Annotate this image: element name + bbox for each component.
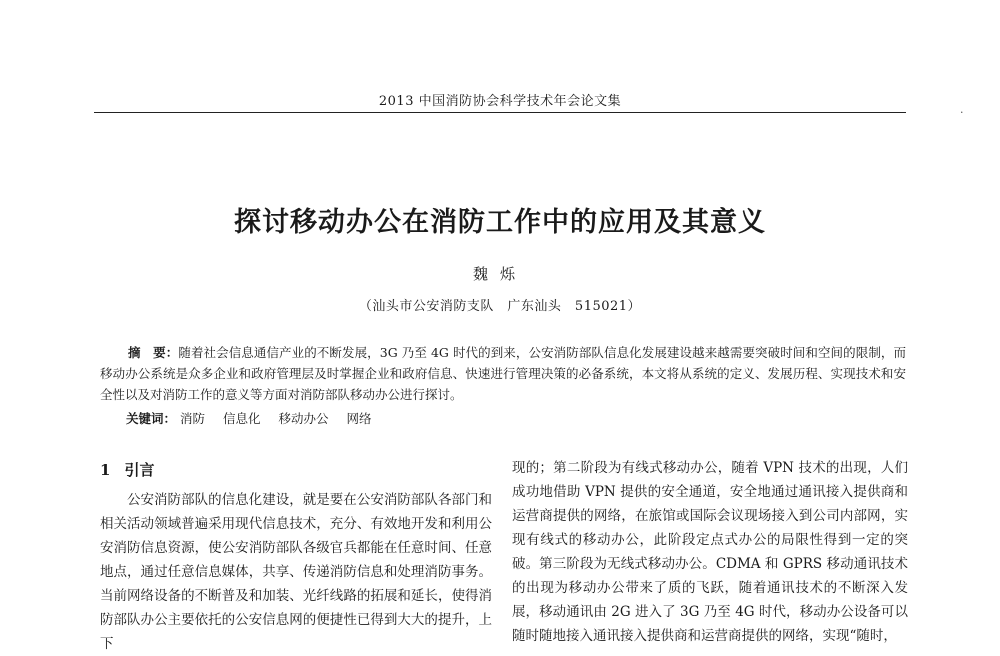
keyword: 网络 <box>346 411 372 426</box>
abstract <box>100 342 906 405</box>
keywords-label: 关键词： <box>126 411 177 426</box>
running-header: 2013 中国消防协会科学技术年会论文集 <box>378 94 622 109</box>
keyword: 移动办公 <box>278 411 329 426</box>
abstract-label: 摘 要： <box>128 345 179 360</box>
margin-mark: · <box>960 106 964 119</box>
header-rule <box>94 112 906 113</box>
author-name: 魏烁 <box>472 265 527 283</box>
continued-paragraph: 现的；第二阶段为有线式移动办公，随着 VPN 技术的出现，人们成功地借助 VPN 提供的安全通道，安全地通过通讯接入提供商和运营商提供的网络，在旅馆或国际会议现场接入到公司内部网，实现有线式的移动办公，此阶段定点式办公的局限性得到一定的突破。第三阶段为无线式移动办公。CDMA 和 GPRS 移动通讯技术的出现为移动办公带来了质的飞跃，随着通讯技术的不断深入发展，移动通讯由 2G 进入了 3G 乃至 4G 时代，移动办公设备可以随时随地接入通讯接入提供商和运营商提供的网络，实现“随时， <box>512 460 908 644</box>
keyword: 信息化 <box>223 411 261 426</box>
keyword: 消防 <box>180 411 206 426</box>
body-column-left <box>100 456 492 656</box>
author-affiliation: （汕头市公安消防支队 广东汕头 515021） <box>358 299 642 314</box>
body-column-right <box>512 456 908 648</box>
section-heading <box>100 456 492 488</box>
intro-paragraph: 公安消防部队的信息化建设，就是要在公安消防部队各部门和相关活动领域普遍采用现代信息技术，充分、有效地开发和利用公安消防信息资源，使公安消防部队各级官兵都能在任意时间、任意地点，通过任意信息媒体，共享、传递消防信息和处理消防事务。当前网络设备的不断普及和加装、光纤线路的拓展和延长，使得消防部队办公主要依托的公安信息网的便捷性已得到大大的提升，上下 <box>100 492 492 652</box>
abstract-text: 随着社会信息通信产业的不断发展，3G 乃至 4G 时代的到来，公安消防部队信息化发展建设越来越需要突破时间和空间的限制，而移动办公系统是众多企业和政府管理层及时掌握企业和政府信息、快速进行管理决策的必备系统，本文将从系统的定义、发展历程、实现技术和安全性以及对消防工作的意义等方面对消防部队移动办公进行探讨。 <box>100 345 906 402</box>
section-title: 引言 <box>124 461 155 479</box>
paper-title: 探讨移动办公在消防工作中的应用及其意义 <box>234 207 766 238</box>
keywords <box>126 408 906 429</box>
section-number: 1 <box>100 461 111 479</box>
